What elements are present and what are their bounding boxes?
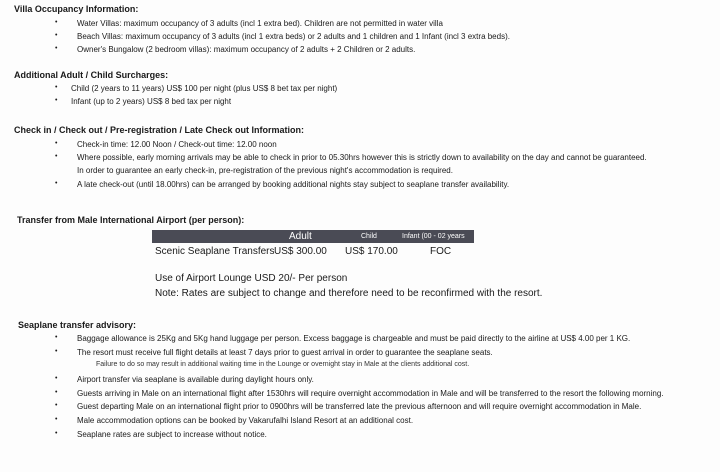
bullet: • — [55, 375, 58, 382]
list-item: • Owner's Bungalow (2 bedroom villas): maximum occupancy of 2 adults + 2 Children or 2 adults. — [55, 45, 416, 54]
column-header-child: Child — [361, 233, 377, 240]
surcharges-heading: Additional Adult / Child Surcharges: — [14, 70, 169, 80]
table-cell-adult: US$ 300.00 — [274, 246, 327, 257]
rates-note: Note: Rates are subject to change and therefore need to be reconfirmed with the resort. — [155, 288, 543, 299]
bullet: • — [55, 402, 58, 409]
list-item: • Guests arriving in Male on an international flight after 1530hrs will require overnight accommodation in Male and will be transferred to the resort the following morning. — [55, 389, 664, 398]
advisory-continuation: Failure to do so may result in additional waiting time in the Lounge or overnight stay in Male at the clients additional cost. — [96, 361, 470, 368]
list-item: • Baggage allowance is 25Kg and 5Kg hand luggage per person. Excess baggage is chargeable and must be paid directly to the airline at US$ 4.00 per 1 KG. — [55, 334, 631, 343]
list-item: • Check-in time: 12.00 Noon / Check-out time: 12.00 noon — [55, 140, 277, 149]
bullet: • — [55, 153, 58, 160]
table-cell-service: Scenic Seaplane Transfers — [155, 246, 275, 257]
column-header-adult: Adult — [289, 231, 312, 242]
bullet: • — [55, 180, 58, 187]
bullet: • — [55, 389, 58, 396]
transfer-table-header — [152, 230, 474, 243]
list-item: • Child (2 years to 11 years) US$ 100 per night (plus US$ 8 bet tax per night) — [55, 84, 338, 93]
list-item: • The resort must receive full flight details at least 7 days prior to guest arrival in order to guarantee the seaplane seats. — [55, 348, 493, 357]
bullet: • — [55, 348, 58, 355]
list-item: • A late check-out (until 18.00hrs) can be arranged by booking additional nights stay subject to seaplane transfer availability. — [55, 180, 510, 189]
checkin-continuation: In order to guarantee an early check-in, pre-registration of the previous night's accommodation is required. — [77, 166, 453, 175]
table-cell-child: US$ 170.00 — [345, 246, 398, 257]
bullet: • — [55, 32, 58, 39]
transfer-heading: Transfer from Male International Airport (per person): — [17, 215, 245, 225]
list-item: • Where possible, early morning arrivals may be able to check in prior to 05.30hrs however this is strictly down to availability on the day and cannot be guaranteed. — [55, 153, 647, 162]
list-item: • Water Villas: maximum occupancy of 3 adults (incl 1 extra bed). Children are not permitted in water villa — [55, 19, 443, 28]
advisory-heading: Seaplane transfer advisory: — [18, 320, 137, 330]
bullet: • — [55, 84, 58, 91]
villa-occupancy-heading: Villa Occupancy Information: — [14, 4, 139, 14]
list-item: • Seaplane rates are subject to increase without notice. — [55, 430, 267, 439]
list-item: • Male accommodation options can be booked by Vakarufalhi Island Resort at an additional cost. — [55, 416, 414, 425]
list-item: • Airport transfer via seaplane is available during daylight hours only. — [55, 375, 314, 384]
list-item: • Beach Villas: maximum occupancy of 3 adults (incl 1 extra beds) or 2 adults and 1 children and 1 Infant (incl 3 extra beds). — [55, 32, 510, 41]
column-header-infant: Infant (00 - 02 years — [402, 233, 465, 240]
bullet: • — [55, 140, 58, 147]
bullet: • — [55, 334, 58, 341]
bullet: • — [55, 430, 58, 437]
checkin-heading: Check in / Check out / Pre-registration / Late Check out Information: — [14, 125, 305, 135]
bullet: • — [55, 97, 58, 104]
lounge-text: Use of Airport Lounge USD 20/- Per person — [155, 273, 348, 284]
list-item: • Guest departing Male on an international flight prior to 0900hrs will be transferred late the previous afternoon and will require overnight accommodation in Male. — [55, 402, 642, 411]
list-item: • Infant (up to 2 years) US$ 8 bed tax per night — [55, 97, 232, 106]
bullet: • — [55, 416, 58, 423]
bullet: • — [55, 19, 58, 26]
table-cell-infant: FOC — [430, 246, 452, 257]
bullet: • — [55, 45, 58, 52]
